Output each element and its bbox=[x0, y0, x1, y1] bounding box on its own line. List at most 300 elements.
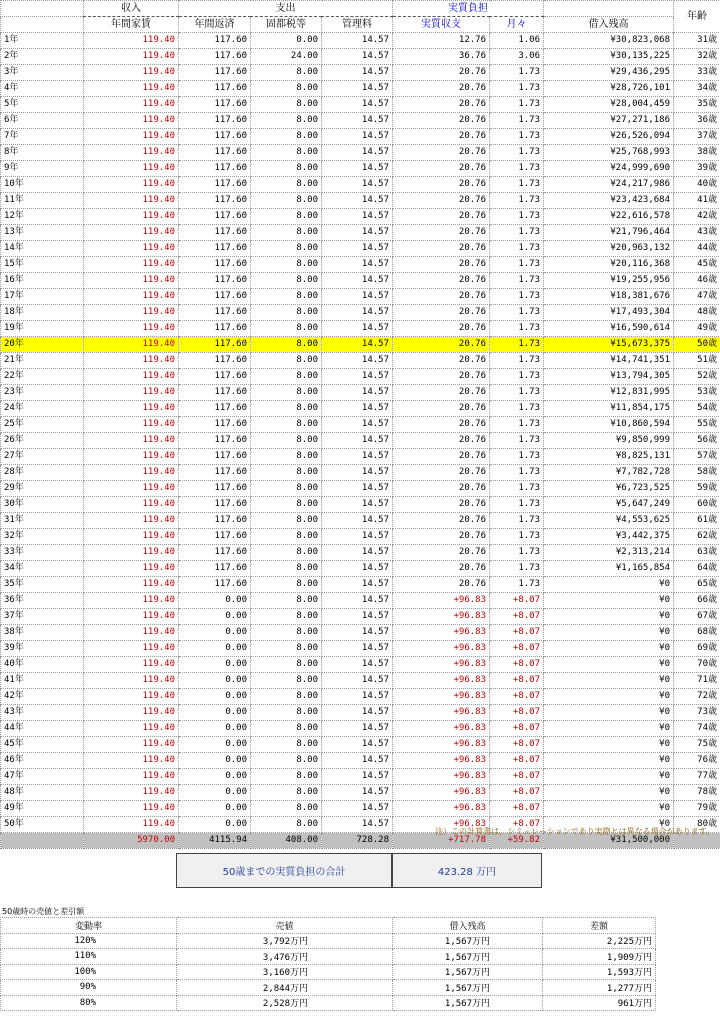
cell-repay: 117.60 bbox=[179, 193, 251, 209]
cell-repay: 117.60 bbox=[179, 481, 251, 497]
cell-loan: ¥28,004,459 bbox=[544, 97, 674, 113]
cell-mgmt: 14.57 bbox=[322, 721, 393, 737]
cell-repay: 117.60 bbox=[179, 49, 251, 65]
cell-age: 71歳 bbox=[674, 673, 720, 689]
table-row bbox=[1, 97, 720, 113]
cell-net: 20.76 bbox=[393, 273, 490, 289]
cell-tax: 8.00 bbox=[251, 97, 322, 113]
cell-rent: 119.40 bbox=[84, 65, 179, 81]
cell-net: 20.76 bbox=[393, 337, 490, 353]
cell-repay: 0.00 bbox=[179, 769, 251, 785]
cell-mgmt: 14.57 bbox=[322, 113, 393, 129]
cell-monthly: +8.07 bbox=[490, 593, 544, 609]
cell-age: 65歳 bbox=[674, 577, 720, 593]
cell-loan: ¥0 bbox=[544, 657, 674, 673]
cell-net: +96.83 bbox=[393, 689, 490, 705]
cell-mgmt: 14.57 bbox=[322, 593, 393, 609]
cell-net: 20.76 bbox=[393, 81, 490, 97]
cell-rent: 119.40 bbox=[84, 369, 179, 385]
cell-repay: 0.00 bbox=[179, 705, 251, 721]
cell-repay: 117.60 bbox=[179, 465, 251, 481]
cell-year: 11年 bbox=[1, 193, 84, 209]
table-row bbox=[1, 593, 720, 609]
cell-loan: ¥24,217,986 bbox=[544, 177, 674, 193]
cell-loan: ¥29,436,295 bbox=[544, 65, 674, 81]
cell-rent: 119.40 bbox=[84, 353, 179, 369]
table-row bbox=[1, 337, 720, 353]
cell-year: 30年 bbox=[1, 497, 84, 513]
valuation-cell-rate: 90% bbox=[1, 980, 177, 996]
cell-age: 56歳 bbox=[674, 433, 720, 449]
expense-header: 支出 bbox=[179, 1, 393, 17]
valuation-cell-rate: 80% bbox=[1, 995, 177, 1011]
header-row-1 bbox=[1, 1, 720, 17]
table-row bbox=[1, 177, 720, 193]
cell-repay: 0.00 bbox=[179, 721, 251, 737]
cell-repay: 117.60 bbox=[179, 353, 251, 369]
cell-monthly: 1.73 bbox=[490, 193, 544, 209]
cell-tax: 8.00 bbox=[251, 113, 322, 129]
table-row bbox=[1, 161, 720, 177]
monthly-header: 月々 bbox=[490, 17, 544, 33]
valuation-cell-rate: 110% bbox=[1, 949, 177, 965]
cell-monthly: 1.73 bbox=[490, 257, 544, 273]
cell-net: 20.76 bbox=[393, 401, 490, 417]
table-row bbox=[1, 145, 720, 161]
cell-mgmt: 14.57 bbox=[322, 161, 393, 177]
cell-repay: 117.60 bbox=[179, 241, 251, 257]
cell-loan: ¥20,963,132 bbox=[544, 241, 674, 257]
repay-header: 年間返済 bbox=[179, 17, 251, 33]
cell-monthly: +8.07 bbox=[490, 753, 544, 769]
cell-age: 80歳 bbox=[674, 817, 720, 833]
cell-age: 49歳 bbox=[674, 321, 720, 337]
total-monthly: +59.82 bbox=[490, 833, 544, 849]
cell-year: 6年 bbox=[1, 113, 84, 129]
cell-loan: ¥0 bbox=[544, 753, 674, 769]
cell-mgmt: 14.57 bbox=[322, 305, 393, 321]
cell-repay: 117.60 bbox=[179, 65, 251, 81]
cell-loan: ¥7,782,728 bbox=[544, 465, 674, 481]
valuation-row bbox=[1, 964, 656, 980]
valuation-cell-rate: 100% bbox=[1, 964, 177, 980]
cell-loan: ¥3,442,375 bbox=[544, 529, 674, 545]
cell-net: 20.76 bbox=[393, 209, 490, 225]
cell-mgmt: 14.57 bbox=[322, 289, 393, 305]
cell-loan: ¥0 bbox=[544, 785, 674, 801]
table-row bbox=[1, 721, 720, 737]
cell-monthly: 1.73 bbox=[490, 449, 544, 465]
cell-loan: ¥0 bbox=[544, 817, 674, 833]
cell-net: +96.83 bbox=[393, 593, 490, 609]
cell-age: 69歳 bbox=[674, 641, 720, 657]
cell-mgmt: 14.57 bbox=[322, 145, 393, 161]
cell-mgmt: 14.57 bbox=[322, 545, 393, 561]
cell-mgmt: 14.57 bbox=[322, 433, 393, 449]
cell-year: 39年 bbox=[1, 641, 84, 657]
cell-rent: 119.40 bbox=[84, 49, 179, 65]
cell-age: 47歳 bbox=[674, 289, 720, 305]
cell-tax: 8.00 bbox=[251, 625, 322, 641]
valuation-cell-price: 2,528万円 bbox=[177, 995, 393, 1011]
cell-tax: 0.00 bbox=[251, 33, 322, 49]
valuation-cell-diff: 1,909万円 bbox=[543, 949, 656, 965]
cell-tax: 8.00 bbox=[251, 321, 322, 337]
cell-monthly: 1.73 bbox=[490, 417, 544, 433]
table-row bbox=[1, 577, 720, 593]
cell-mgmt: 14.57 bbox=[322, 401, 393, 417]
cell-repay: 117.60 bbox=[179, 337, 251, 353]
cell-year: 41年 bbox=[1, 673, 84, 689]
cell-rent: 119.40 bbox=[84, 625, 179, 641]
table-row bbox=[1, 241, 720, 257]
cell-year: 15年 bbox=[1, 257, 84, 273]
cell-rent: 119.40 bbox=[84, 785, 179, 801]
cell-rent: 119.40 bbox=[84, 385, 179, 401]
cell-age: 45歳 bbox=[674, 257, 720, 273]
cell-loan: ¥15,673,375 bbox=[544, 337, 674, 353]
cell-net: +96.83 bbox=[393, 705, 490, 721]
cell-age: 40歳 bbox=[674, 177, 720, 193]
cell-rent: 119.40 bbox=[84, 433, 179, 449]
cell-net: 20.76 bbox=[393, 513, 490, 529]
cell-tax: 8.00 bbox=[251, 545, 322, 561]
cell-year: 36年 bbox=[1, 593, 84, 609]
cell-tax: 8.00 bbox=[251, 721, 322, 737]
cell-monthly: 1.73 bbox=[490, 225, 544, 241]
cell-repay: 0.00 bbox=[179, 609, 251, 625]
valuation-cell-diff: 1,277万円 bbox=[543, 980, 656, 996]
cell-mgmt: 14.57 bbox=[322, 369, 393, 385]
cell-repay: 117.60 bbox=[179, 545, 251, 561]
cell-repay: 117.60 bbox=[179, 289, 251, 305]
cell-loan: ¥0 bbox=[544, 593, 674, 609]
cell-loan: ¥0 bbox=[544, 641, 674, 657]
cell-mgmt: 14.57 bbox=[322, 225, 393, 241]
cell-tax: 8.00 bbox=[251, 289, 322, 305]
cell-year: 14年 bbox=[1, 241, 84, 257]
valuation-cell-price: 3,476万円 bbox=[177, 949, 393, 965]
cell-tax: 8.00 bbox=[251, 257, 322, 273]
cell-tax: 8.00 bbox=[251, 209, 322, 225]
cell-year: 43年 bbox=[1, 705, 84, 721]
cell-age: 58歳 bbox=[674, 465, 720, 481]
cell-tax: 8.00 bbox=[251, 465, 322, 481]
cell-age: 70歳 bbox=[674, 657, 720, 673]
cell-repay: 117.60 bbox=[179, 513, 251, 529]
cell-loan: ¥8,825,131 bbox=[544, 449, 674, 465]
cell-loan: ¥0 bbox=[544, 769, 674, 785]
cell-rent: 119.40 bbox=[84, 465, 179, 481]
cell-repay: 117.60 bbox=[179, 433, 251, 449]
cell-tax: 8.00 bbox=[251, 705, 322, 721]
cell-year: 33年 bbox=[1, 545, 84, 561]
cell-year: 22年 bbox=[1, 369, 84, 385]
cell-monthly: 1.73 bbox=[490, 481, 544, 497]
cell-net: 20.76 bbox=[393, 577, 490, 593]
total-mgmt: 728.28 bbox=[322, 833, 393, 849]
cell-mgmt: 14.57 bbox=[322, 465, 393, 481]
valuation-cell-diff: 2,225万円 bbox=[543, 933, 656, 949]
cell-rent: 119.40 bbox=[84, 753, 179, 769]
cell-rent: 119.40 bbox=[84, 689, 179, 705]
cell-age: 48歳 bbox=[674, 305, 720, 321]
cell-repay: 117.60 bbox=[179, 257, 251, 273]
cell-monthly: 1.73 bbox=[490, 577, 544, 593]
cell-monthly: 1.73 bbox=[490, 305, 544, 321]
cell-tax: 8.00 bbox=[251, 81, 322, 97]
table-row bbox=[1, 273, 720, 289]
cell-year: 29年 bbox=[1, 481, 84, 497]
cell-rent: 119.40 bbox=[84, 241, 179, 257]
cell-rent: 119.40 bbox=[84, 177, 179, 193]
cell-monthly: 1.73 bbox=[490, 129, 544, 145]
cell-year: 19年 bbox=[1, 321, 84, 337]
valuation-cell-rate: 120% bbox=[1, 933, 177, 949]
cell-rent: 119.40 bbox=[84, 417, 179, 433]
cell-loan: ¥18,381,676 bbox=[544, 289, 674, 305]
cell-net: +96.83 bbox=[393, 753, 490, 769]
cell-age: 38歳 bbox=[674, 145, 720, 161]
cell-repay: 117.60 bbox=[179, 81, 251, 97]
valuation-row bbox=[1, 980, 656, 996]
table-row bbox=[1, 449, 720, 465]
cell-tax: 8.00 bbox=[251, 369, 322, 385]
cell-monthly: 1.73 bbox=[490, 273, 544, 289]
cell-year: 21年 bbox=[1, 353, 84, 369]
cell-loan: ¥6,723,525 bbox=[544, 481, 674, 497]
valuation-header-rate: 変動率 bbox=[1, 918, 177, 934]
cell-mgmt: 14.57 bbox=[322, 177, 393, 193]
cell-year: 47年 bbox=[1, 769, 84, 785]
cell-monthly: 1.73 bbox=[490, 433, 544, 449]
cell-repay: 0.00 bbox=[179, 593, 251, 609]
cell-repay: 117.60 bbox=[179, 577, 251, 593]
cell-year: 1年 bbox=[1, 33, 84, 49]
valuation-cell-price: 2,844万円 bbox=[177, 980, 393, 996]
cell-age: 57歳 bbox=[674, 449, 720, 465]
cell-age: 78歳 bbox=[674, 785, 720, 801]
tax-header: 固都税等 bbox=[251, 17, 322, 33]
cell-rent: 119.40 bbox=[84, 529, 179, 545]
cell-year: 2年 bbox=[1, 49, 84, 65]
cell-monthly: +8.07 bbox=[490, 801, 544, 817]
cell-age: 39歳 bbox=[674, 161, 720, 177]
cell-repay: 117.60 bbox=[179, 321, 251, 337]
cell-age: 44歳 bbox=[674, 241, 720, 257]
cell-rent: 119.40 bbox=[84, 401, 179, 417]
cell-tax: 8.00 bbox=[251, 449, 322, 465]
cell-net: +96.83 bbox=[393, 769, 490, 785]
cell-age: 54歳 bbox=[674, 401, 720, 417]
total-rent: 5970.00 bbox=[84, 833, 179, 849]
cell-repay: 117.60 bbox=[179, 529, 251, 545]
cell-net: 20.76 bbox=[393, 369, 490, 385]
cell-loan: ¥5,647,249 bbox=[544, 497, 674, 513]
cell-age: 77歳 bbox=[674, 769, 720, 785]
cell-mgmt: 14.57 bbox=[322, 49, 393, 65]
cell-rent: 119.40 bbox=[84, 33, 179, 49]
cell-mgmt: 14.57 bbox=[322, 561, 393, 577]
cell-monthly: 1.73 bbox=[490, 337, 544, 353]
header-row-2 bbox=[1, 17, 720, 33]
cell-loan: ¥22,616,578 bbox=[544, 209, 674, 225]
cell-age: 41歳 bbox=[674, 193, 720, 209]
cell-year: 42年 bbox=[1, 689, 84, 705]
cell-mgmt: 14.57 bbox=[322, 737, 393, 753]
cell-age: 51歳 bbox=[674, 353, 720, 369]
cell-monthly: 1.73 bbox=[490, 353, 544, 369]
cell-loan: ¥0 bbox=[544, 689, 674, 705]
table-row bbox=[1, 369, 720, 385]
valuation-header-row bbox=[1, 918, 656, 934]
cell-age: 53歳 bbox=[674, 385, 720, 401]
cell-net: +96.83 bbox=[393, 721, 490, 737]
cell-monthly: 1.73 bbox=[490, 97, 544, 113]
cell-repay: 117.60 bbox=[179, 97, 251, 113]
cell-year: 12年 bbox=[1, 209, 84, 225]
cell-loan: ¥27,271,186 bbox=[544, 113, 674, 129]
cell-mgmt: 14.57 bbox=[322, 193, 393, 209]
valuation-cell-diff: 1,593万円 bbox=[543, 964, 656, 980]
cell-loan: ¥21,796,464 bbox=[544, 225, 674, 241]
cell-rent: 119.40 bbox=[84, 337, 179, 353]
cell-year: 24年 bbox=[1, 401, 84, 417]
cell-mgmt: 14.57 bbox=[322, 609, 393, 625]
cell-mgmt: 14.57 bbox=[322, 769, 393, 785]
valuation-title: 50歳時の売値と差引額 bbox=[2, 907, 85, 916]
cell-rent: 119.40 bbox=[84, 225, 179, 241]
cell-net: 20.76 bbox=[393, 465, 490, 481]
cell-loan: ¥0 bbox=[544, 609, 674, 625]
cell-monthly: 1.73 bbox=[490, 321, 544, 337]
cell-monthly: +8.07 bbox=[490, 673, 544, 689]
cell-tax: 8.00 bbox=[251, 593, 322, 609]
cell-net: 20.76 bbox=[393, 497, 490, 513]
cell-age: 55歳 bbox=[674, 417, 720, 433]
cell-mgmt: 14.57 bbox=[322, 481, 393, 497]
cell-year: 48年 bbox=[1, 785, 84, 801]
cell-tax: 8.00 bbox=[251, 753, 322, 769]
cell-year: 25年 bbox=[1, 417, 84, 433]
cell-repay: 117.60 bbox=[179, 417, 251, 433]
table-row bbox=[1, 625, 720, 641]
table-row bbox=[1, 401, 720, 417]
table-row bbox=[1, 705, 720, 721]
cell-tax: 8.00 bbox=[251, 305, 322, 321]
cell-repay: 0.00 bbox=[179, 625, 251, 641]
cell-rent: 119.40 bbox=[84, 641, 179, 657]
table-row bbox=[1, 609, 720, 625]
cell-net: 20.76 bbox=[393, 481, 490, 497]
cell-repay: 117.60 bbox=[179, 113, 251, 129]
cell-rent: 119.40 bbox=[84, 257, 179, 273]
cell-monthly: 1.73 bbox=[490, 209, 544, 225]
valuation-cell-loan: 1,567万円 bbox=[393, 995, 543, 1011]
table-row bbox=[1, 321, 720, 337]
cell-monthly: +8.07 bbox=[490, 785, 544, 801]
burden-header: 実質負担 bbox=[393, 1, 544, 17]
cell-net: 20.76 bbox=[393, 177, 490, 193]
cell-age: 68歳 bbox=[674, 625, 720, 641]
cell-rent: 119.40 bbox=[84, 513, 179, 529]
cell-rent: 119.40 bbox=[84, 609, 179, 625]
cell-mgmt: 14.57 bbox=[322, 785, 393, 801]
table-row bbox=[1, 753, 720, 769]
cell-tax: 8.00 bbox=[251, 353, 322, 369]
cell-rent: 119.40 bbox=[84, 769, 179, 785]
cell-age: 64歳 bbox=[674, 561, 720, 577]
loan-header: 借入残高 bbox=[544, 17, 674, 33]
cell-monthly: 1.73 bbox=[490, 289, 544, 305]
cell-tax: 8.00 bbox=[251, 689, 322, 705]
cell-repay: 0.00 bbox=[179, 801, 251, 817]
cell-year: 8年 bbox=[1, 145, 84, 161]
cell-age: 79歳 bbox=[674, 801, 720, 817]
cell-age: 59歳 bbox=[674, 481, 720, 497]
table-row bbox=[1, 385, 720, 401]
cell-age: 36歳 bbox=[674, 113, 720, 129]
valuation-row bbox=[1, 933, 656, 949]
cell-age: 63歳 bbox=[674, 545, 720, 561]
cell-year: 28年 bbox=[1, 465, 84, 481]
cell-mgmt: 14.57 bbox=[322, 817, 393, 833]
cell-repay: 117.60 bbox=[179, 129, 251, 145]
cell-rent: 119.40 bbox=[84, 145, 179, 161]
cell-tax: 8.00 bbox=[251, 801, 322, 817]
cell-repay: 0.00 bbox=[179, 737, 251, 753]
cell-tax: 8.00 bbox=[251, 673, 322, 689]
cell-mgmt: 14.57 bbox=[322, 33, 393, 49]
rent-header: 年間家賃 bbox=[84, 17, 179, 33]
cell-rent: 119.40 bbox=[84, 449, 179, 465]
cell-monthly: +8.07 bbox=[490, 625, 544, 641]
table-row bbox=[1, 545, 720, 561]
cell-tax: 8.00 bbox=[251, 769, 322, 785]
cell-loan: ¥23,423,684 bbox=[544, 193, 674, 209]
cell-tax: 8.00 bbox=[251, 129, 322, 145]
cell-tax: 8.00 bbox=[251, 609, 322, 625]
cell-loan: ¥11,854,175 bbox=[544, 401, 674, 417]
table-row bbox=[1, 81, 720, 97]
cell-repay: 0.00 bbox=[179, 641, 251, 657]
cell-age: 46歳 bbox=[674, 273, 720, 289]
cell-tax: 24.00 bbox=[251, 49, 322, 65]
cell-rent: 119.40 bbox=[84, 737, 179, 753]
cell-monthly: 1.73 bbox=[490, 401, 544, 417]
cell-net: 20.76 bbox=[393, 417, 490, 433]
cell-mgmt: 14.57 bbox=[322, 417, 393, 433]
cell-mgmt: 14.57 bbox=[322, 577, 393, 593]
cell-net: +96.83 bbox=[393, 737, 490, 753]
cell-loan: ¥0 bbox=[544, 737, 674, 753]
cell-rent: 119.40 bbox=[84, 305, 179, 321]
cell-net: 20.76 bbox=[393, 305, 490, 321]
cell-repay: 117.60 bbox=[179, 145, 251, 161]
cell-net: 20.76 bbox=[393, 65, 490, 81]
table-row bbox=[1, 561, 720, 577]
cell-mgmt: 14.57 bbox=[322, 801, 393, 817]
cell-tax: 8.00 bbox=[251, 641, 322, 657]
cell-year: 35年 bbox=[1, 577, 84, 593]
cell-mgmt: 14.57 bbox=[322, 625, 393, 641]
cell-net: 20.76 bbox=[393, 289, 490, 305]
cell-rent: 119.40 bbox=[84, 593, 179, 609]
cell-tax: 8.00 bbox=[251, 497, 322, 513]
cell-rent: 119.40 bbox=[84, 673, 179, 689]
cell-loan: ¥24,999,690 bbox=[544, 161, 674, 177]
table-row bbox=[1, 417, 720, 433]
